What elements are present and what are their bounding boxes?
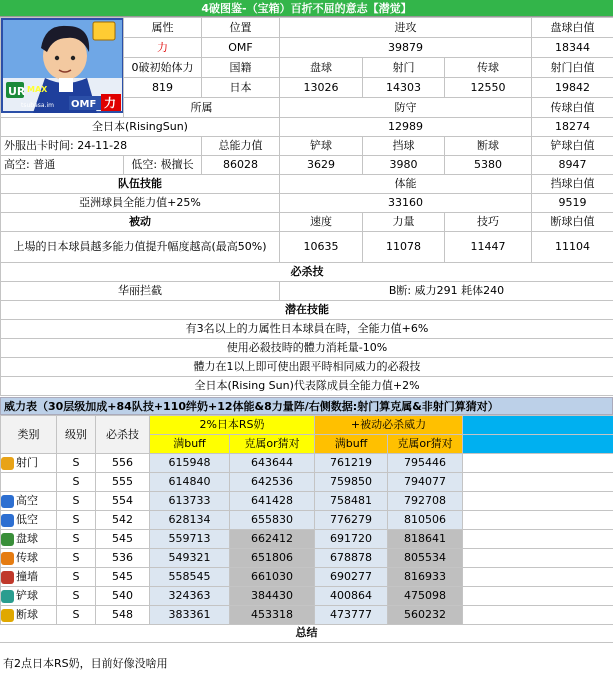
passive-value: 上場的日本球員越多能力值提升幅度越高(最高50%) [1,232,280,263]
rarity-badge: UR [8,85,26,98]
stats-table [0,17,613,396]
watermark: tsubasa.im [21,102,54,109]
shoot-white-value: 19842 [532,78,613,98]
dribble-value: 13026 [280,78,363,98]
speed-value: 10635 [280,232,363,263]
dribble-white-value: 18344 [532,38,613,58]
row-skill: 545 [96,568,150,587]
pass-white-value: 18274 [532,118,613,137]
row-v2: 643644 [230,454,315,473]
header-blank-cyan-2 [463,435,613,454]
row-v4: 794077 [388,473,463,492]
row-type-label: 盘球 [16,532,38,545]
row-v2: 662412 [230,530,315,549]
row-level: S [57,549,96,568]
aerial-value: 高空: 普通 [1,156,124,175]
row-v4: 475098 [388,587,463,606]
row-blank [463,568,613,587]
row-level: S [57,473,96,492]
stamina-value: 819 [124,78,202,98]
row-type-label: 高空 [16,494,38,507]
row-level: S [57,530,96,549]
row-v4: 816933 [388,568,463,587]
row-blank [463,454,613,473]
header-skill-power: 必杀技 [96,416,150,454]
header-block: 挡球 [363,137,445,156]
header-pass-white: 传球白值 [532,98,613,118]
row-v3: 776279 [315,511,388,530]
row-v2: 661030 [230,568,315,587]
row-blank [463,549,613,568]
power-table-title: 威力表（30层级加成+84队技+110绊奶+12体能&8力量阵/右侧数据:射门算克属&非射门算猜对） [0,397,613,415]
header-body: 体能 [280,175,532,194]
header-shoot: 射门 [363,58,445,78]
row-blank [463,587,613,606]
row-skill: 542 [96,511,150,530]
summary-text: 有2点日本RS奶，目前好像没啥用 [3,657,168,670]
row-type [1,492,57,511]
power-row [1,587,613,606]
tackle-white-value: 8947 [532,156,613,175]
card-title-banner: 4破图鉴-（宝箱）百折不屈的意志【潜觉】 [0,0,613,17]
special-skill-name: 华丽拦截 [1,282,280,301]
power-row [1,473,613,492]
row-type-label: 撞墙 [16,570,38,583]
header-team-skill: 队伍技能 [1,175,280,194]
intercept-white-value: 11104 [532,232,613,263]
row-blank [463,530,613,549]
header-type: 类别 [1,416,57,454]
body-value: 33160 [280,194,532,213]
row-level: S [57,492,96,511]
tackle-icon [1,590,14,603]
header-attribute: 属性 [124,18,202,38]
block-value: 3980 [363,156,445,175]
row-type [1,511,57,530]
row-level: S [57,606,96,625]
power-table [0,415,613,625]
header-full-buff-2: 满buff [315,435,388,454]
header-team: 所属 [124,98,280,118]
pass-value: 12550 [445,78,532,98]
shoot-value: 14303 [363,78,445,98]
row-v1: 558545 [150,568,230,587]
row-type-label: 铲球 [16,589,38,602]
header-passive-power: +被动必杀威力 [315,416,463,435]
header-dribble-white: 盘球白值 [532,18,613,38]
row-skill: 556 [96,454,150,473]
row-blank [463,473,613,492]
special-skill-desc: B断: 威力291 耗体240 [280,282,613,301]
header-shoot-white: 射门白值 [532,58,613,78]
row-v2: 384430 [230,587,315,606]
header-power: 力量 [363,213,445,232]
power-row [1,454,613,473]
latent-skill-1: 有3名以上的力属性日本球員在時，全能力值+6% [1,320,613,339]
row-type [1,587,57,606]
tackle-value: 3629 [280,156,363,175]
ground-icon [1,514,14,527]
header-speed: 速度 [280,213,363,232]
header-nation: 国籍 [202,58,280,78]
power-table-body [1,454,613,625]
header-pass: 传球 [445,58,532,78]
latent-skill-2: 使用必殺技時的體力消耗量-10% [1,339,613,358]
total-value: 86028 [202,156,280,175]
header-passive: 被动 [1,213,280,232]
header-technique: 技巧 [445,213,532,232]
row-v1: 615948 [150,454,230,473]
row-v3: 761219 [315,454,388,473]
summary-title: 总结 [0,624,613,643]
position-badge: OMF [71,99,97,110]
row-level: S [57,587,96,606]
row-v1: 549321 [150,549,230,568]
release-date: 外服出卡时间: 24-11-28 [1,137,202,156]
header-defense: 防守 [280,98,532,118]
row-v3: 473777 [315,606,388,625]
power-row [1,511,613,530]
row-type-label: 射门 [16,456,38,469]
power-row [1,568,613,587]
shoot-icon [1,457,14,470]
header-intercept: 断球 [445,137,532,156]
attack-value: 39879 [280,38,532,58]
row-v2: 641428 [230,492,315,511]
row-v2: 655830 [230,511,315,530]
header-total: 总能力值 [202,137,280,156]
wall-icon [1,571,14,584]
latent-skill-3: 體力在1以上即可使出跟平時相同威力的必殺技 [1,358,613,377]
row-v4: 810506 [388,511,463,530]
header-full-buff-1: 满buff [150,435,230,454]
row-v1: 383361 [150,606,230,625]
row-type-label: 传球 [16,551,38,564]
intercept-value: 5380 [445,156,532,175]
power-row [1,492,613,511]
power-row [1,606,613,625]
row-skill: 536 [96,549,150,568]
row-blank [463,492,613,511]
row-level: S [57,454,96,473]
power-row [1,549,613,568]
row-v4: 792708 [388,492,463,511]
row-v3: 400864 [315,587,388,606]
ground-value: 低空: 极擅长 [124,156,202,175]
technique-value: 11447 [445,232,532,263]
aerial-icon [1,495,14,508]
row-type [1,473,57,492]
row-v3: 759850 [315,473,388,492]
header-stamina: 0破初始体力 [124,58,202,78]
row-v3: 691720 [315,530,388,549]
header-tackle: 铲球 [280,137,363,156]
row-skill: 555 [96,473,150,492]
row-skill: 545 [96,530,150,549]
header-tackle-white: 铲球白值 [532,137,613,156]
row-v1: 613733 [150,492,230,511]
defense-value: 12989 [280,118,532,137]
header-counter-1: 克属or猜对 [230,435,315,454]
row-type [1,568,57,587]
row-blank [463,606,613,625]
attribute-value: 力 [124,38,202,58]
row-v1: 628134 [150,511,230,530]
row-v4: 818641 [388,530,463,549]
row-blank [463,511,613,530]
row-v2: 453318 [230,606,315,625]
row-v3: 690277 [315,568,388,587]
nation-value: 日本 [202,78,280,98]
row-type [1,549,57,568]
header-intercept-white: 断球白值 [532,213,613,232]
row-v2: 651806 [230,549,315,568]
row-level: S [57,511,96,530]
power-value: 11078 [363,232,445,263]
header-special-skill: 必杀技 [1,263,613,282]
row-v1: 324363 [150,587,230,606]
player-portrait-image [1,18,124,113]
player-portrait [1,18,124,118]
row-type [1,454,57,473]
header-block-white: 挡球白值 [532,175,613,194]
row-type-label: 断球 [16,608,38,621]
row-v4: 805534 [388,549,463,568]
row-v1: 614840 [150,473,230,492]
row-level: S [57,568,96,587]
header-dribble: 盘球 [280,58,363,78]
attribute-badge: 力 [104,96,117,110]
max-badge: MAX [27,85,48,94]
row-type [1,606,57,625]
block-white-value: 9519 [532,194,613,213]
row-v3: 678878 [315,549,388,568]
header-counter-2: 克属or猜对 [388,435,463,454]
header-attack: 进攻 [280,18,532,38]
power-row [1,530,613,549]
row-v4: 795446 [388,454,463,473]
team-skill-value: 亞洲球員全能力值+25% [1,194,280,213]
header-level: 级别 [57,416,96,454]
header-position: 位置 [202,18,280,38]
header-blank-cyan [463,416,613,435]
row-skill: 540 [96,587,150,606]
row-v4: 560232 [388,606,463,625]
row-skill: 554 [96,492,150,511]
pass-icon [1,552,14,565]
row-v3: 758481 [315,492,388,511]
row-skill: 548 [96,606,150,625]
position-value: OMF [202,38,280,58]
row-type-label: 低空 [16,513,38,526]
row-v1: 559713 [150,530,230,549]
team-value: 全日本(RisingSun) [1,118,280,137]
intercept-icon [1,609,14,622]
header-latent-skill: 潜在技能 [1,301,613,320]
latent-skill-4: 全日本(Rising Sun)代表隊成員全能力值+2% [1,377,613,396]
dribble-icon [1,533,14,546]
row-v2: 642536 [230,473,315,492]
header-rs-buff: 2%日本RS奶 [150,416,315,435]
row-type [1,530,57,549]
